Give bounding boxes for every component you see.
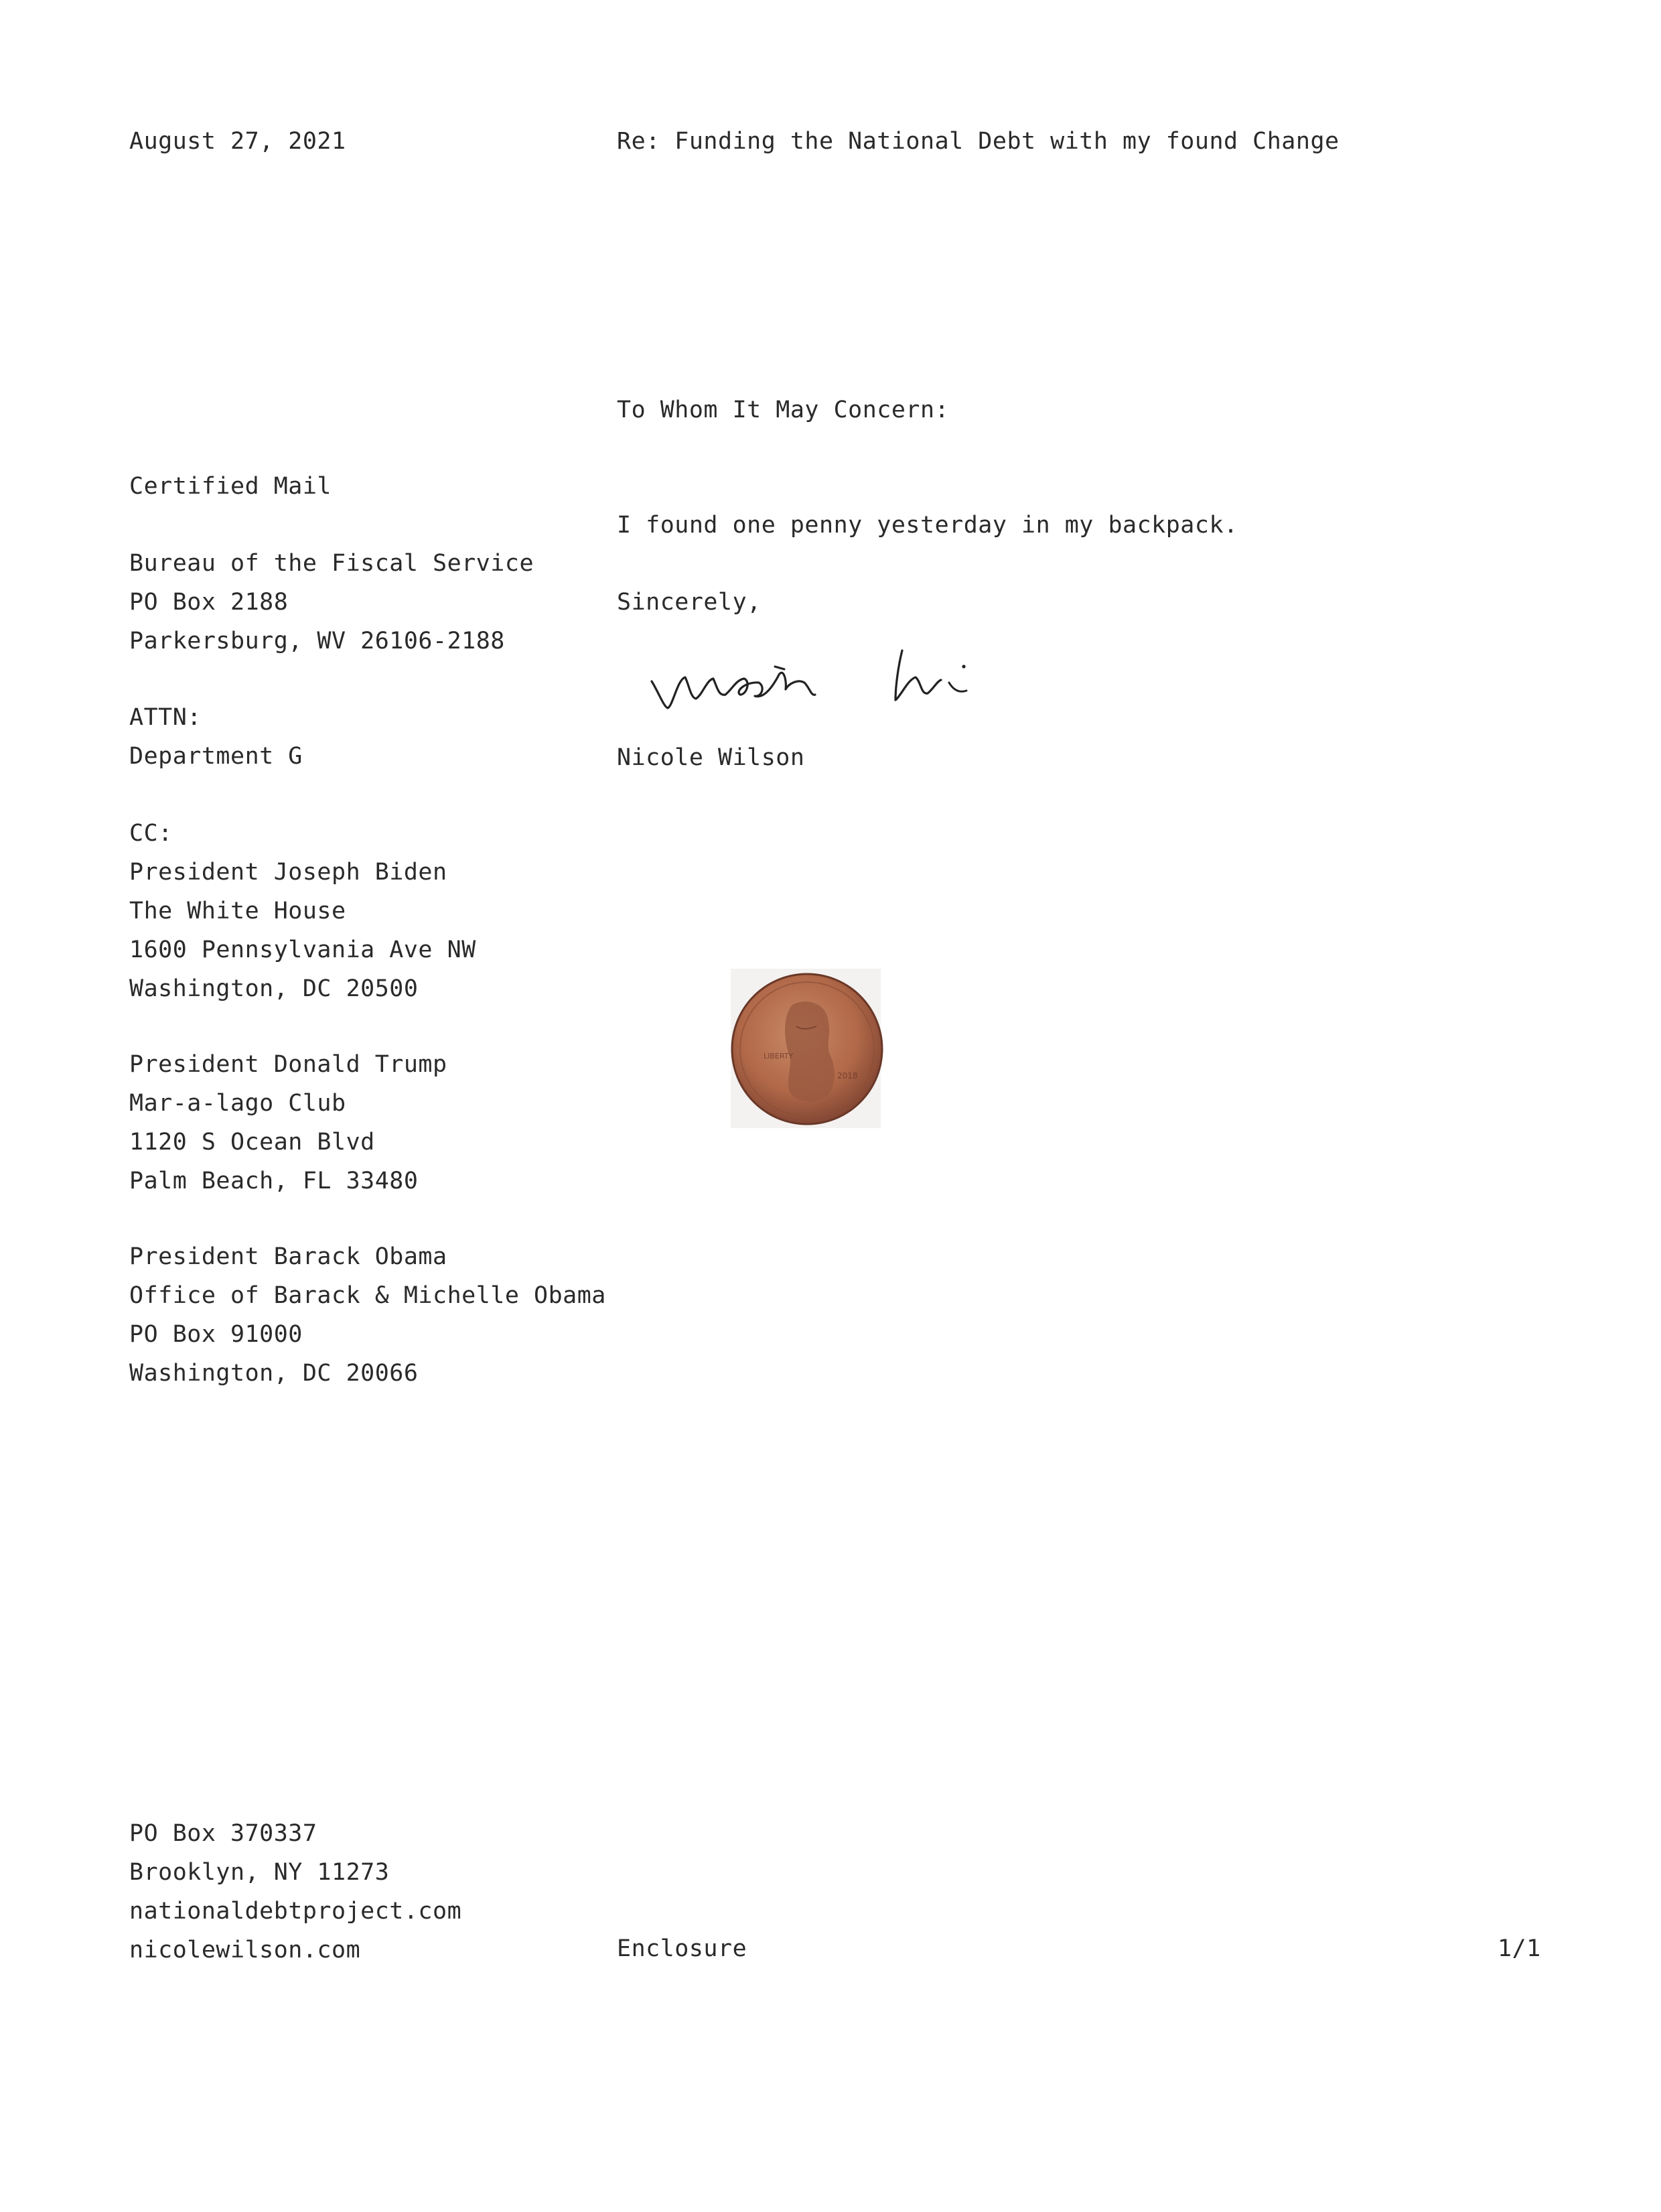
cc-line: Washington, DC 20066 — [129, 1360, 419, 1387]
penny-image — [727, 965, 887, 1132]
enclosure-label: Enclosure — [617, 1935, 747, 1962]
signer-name: Nicole Wilson — [617, 744, 805, 771]
cc-line: Mar-a-lago Club — [129, 1090, 346, 1117]
svg-text:LIBERTY: LIBERTY — [764, 1052, 794, 1060]
cc-line: 1120 S Ocean Blvd — [129, 1129, 375, 1156]
cc-line: PO Box 91000 — [129, 1321, 303, 1348]
sender-line: PO Box 370337 — [129, 1820, 317, 1847]
recipient-line: Parkersburg, WV 26106-2188 — [129, 628, 505, 654]
letter-subject: Re: Funding the National Debt with my found Change — [617, 128, 1340, 155]
svg-text:2018: 2018 — [837, 1071, 858, 1081]
salutation: To Whom It May Concern: — [617, 397, 950, 423]
attention-block — [129, 698, 303, 776]
cc-line: President Donald Trump — [129, 1051, 447, 1078]
handwritten-signature — [646, 633, 1008, 720]
cc-line: The White House — [129, 898, 346, 924]
attn-label: ATTN: — [129, 704, 202, 731]
sender-address — [129, 1814, 461, 1969]
cc-label: CC: — [129, 820, 173, 847]
closing: Sincerely, — [617, 589, 762, 616]
cc-line: Palm Beach, FL 33480 — [129, 1168, 419, 1194]
recipient-address — [129, 544, 534, 661]
cc-line: 1600 Pennsylvania Ave NW — [129, 937, 476, 963]
letter-date: August 27, 2021 — [129, 128, 346, 155]
recipient-line: PO Box 2188 — [129, 589, 289, 616]
cc-block-obama — [129, 1237, 606, 1393]
sender-line: nationaldebtproject.com — [129, 1898, 462, 1925]
cc-line: Office of Barack & Michelle Obama — [129, 1282, 606, 1309]
sender-line: Brooklyn, NY 11273 — [129, 1859, 390, 1886]
cc-line: President Joseph Biden — [129, 859, 447, 886]
attn-department: Department G — [129, 743, 303, 770]
page-number: 1/1 — [1498, 1935, 1541, 1962]
letter-body: I found one penny yesterday in my backpack. — [617, 512, 1238, 539]
sender-line: nicolewilson.com — [129, 1937, 361, 1963]
cc-block-biden — [129, 814, 476, 1008]
cc-line: President Barack Obama — [129, 1243, 447, 1270]
cc-block-trump — [129, 1045, 447, 1200]
cc-line: Washington, DC 20500 — [129, 975, 419, 1002]
recipient-line: Bureau of the Fiscal Service — [129, 550, 534, 577]
delivery-method: Certified Mail — [129, 473, 332, 500]
